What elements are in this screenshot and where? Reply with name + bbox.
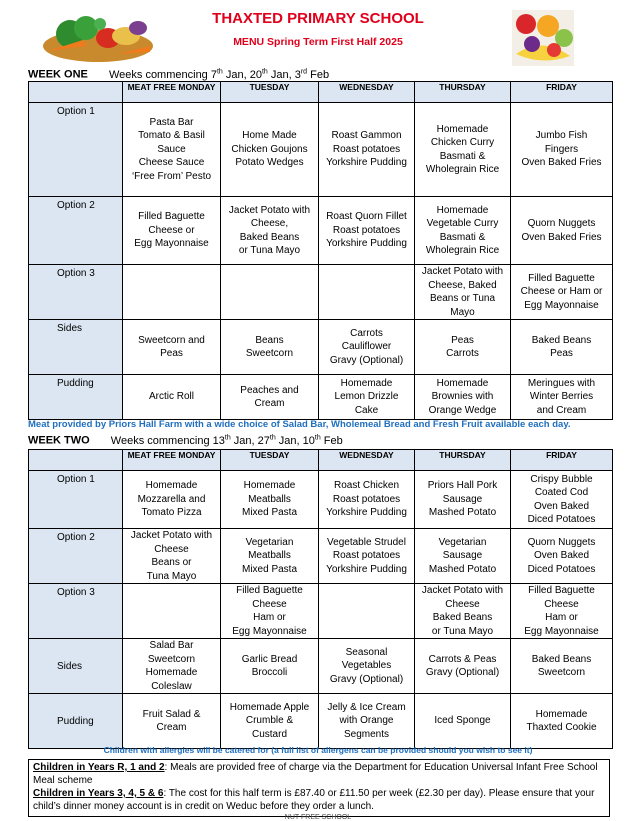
menu-line: Cheese or Ham or	[520, 286, 603, 298]
menu-line: Yorkshire Pudding	[326, 157, 407, 169]
menu-cell	[123, 694, 221, 749]
menu-line: Oven Baked	[533, 500, 590, 512]
table-row	[29, 320, 613, 375]
menu-line: Priors Hall Pork	[427, 480, 498, 492]
menu-line: Jacket Potato with	[228, 204, 311, 216]
menu-cell	[319, 584, 415, 639]
menu-line: Sweetcorn	[245, 348, 294, 359]
menu-cell	[511, 375, 613, 420]
menu-line: Sweetcorn	[147, 653, 196, 665]
menu-line: Salad Bar	[149, 640, 194, 651]
menu-cell	[415, 375, 511, 420]
menu-line: Potato Wedges	[235, 157, 304, 169]
table-row	[29, 103, 613, 197]
menu-line: Roast Quorn Fillet	[326, 211, 407, 223]
menu-line: Home Made	[242, 130, 297, 142]
menu-line: Tuna Mayo	[146, 570, 197, 582]
menu-line: Cheese or	[148, 224, 195, 236]
column-header: TUESDAY	[221, 450, 319, 471]
menu-cell	[123, 584, 221, 639]
table-row	[29, 197, 613, 265]
menu-cell	[415, 471, 511, 529]
column-header: THURSDAY	[415, 82, 511, 103]
menu-cell	[511, 639, 613, 694]
menu-line: Mozzarella and	[137, 493, 206, 505]
menu-line: Lemon Drizzle	[334, 391, 399, 403]
column-header: FRIDAY	[511, 82, 613, 103]
menu-line: Cream	[254, 398, 285, 409]
menu-line: Filled Baguette	[236, 585, 303, 596]
corner-cell	[29, 450, 123, 471]
menu-cell	[319, 103, 415, 197]
menu-cell	[415, 584, 511, 639]
table-row	[29, 694, 613, 749]
menu-cell	[221, 639, 319, 694]
column-header: FRIDAY	[511, 450, 613, 471]
nut-free-footer: NUT FREE SCHOOL	[284, 814, 352, 821]
menu-line: Homemade	[436, 377, 489, 389]
menu-line: Tomato Pizza	[141, 507, 202, 519]
menu-cell	[319, 639, 415, 694]
menu-cell	[123, 639, 221, 694]
menu-line: Jacket Potato with	[130, 530, 213, 541]
info-years-3-6	[33, 787, 605, 813]
menu-line: Carrots & Peas	[428, 653, 497, 665]
column-header: MEAT FREE MONDAY	[123, 82, 221, 103]
menu-cell	[221, 320, 319, 375]
menu-cell	[319, 529, 415, 584]
row-label: Option 1	[29, 103, 123, 197]
column-header: TUESDAY	[221, 82, 319, 103]
menu-line: Homemade	[145, 667, 198, 678]
school-title: THAXTED PRIMARY SCHOOL	[212, 10, 424, 27]
row-label: Pudding	[29, 694, 123, 749]
menu-line: Fingers	[544, 143, 579, 155]
menu-line: Cheese	[154, 543, 189, 555]
week-two-commencing: Weeks commencing 13th Jan, 27th Jan, 10th Feb	[110, 434, 343, 447]
menu-subtitle: MENU Spring Term First Half 2025	[233, 36, 403, 48]
table-header-row	[29, 450, 613, 471]
menu-line: Sweetcorn	[537, 667, 586, 678]
menu-line: Jacket Potato with	[421, 585, 504, 596]
menu-line: Jumbo Fish	[535, 130, 588, 142]
menu-cell	[415, 694, 511, 749]
menu-line: Diced Potatoes	[527, 514, 596, 525]
menu-cell	[123, 529, 221, 584]
week-one-commencing: Weeks commencing 7th Jan, 20th Jan, 3rd Feb	[108, 68, 330, 81]
menu-line: Chicken Goujons	[231, 143, 308, 155]
column-header: MEAT FREE MONDAY	[123, 450, 221, 471]
menu-line: Custard	[251, 728, 287, 740]
menu-line: Homemade	[535, 708, 588, 720]
week-one-label: WEEK ONE	[28, 68, 88, 81]
menu-cell	[221, 471, 319, 529]
menu-line: Cauliflower	[341, 341, 392, 353]
menu-line: Mayo	[450, 306, 475, 318]
menu-cell	[123, 265, 221, 320]
table-row	[29, 529, 613, 584]
table-row	[29, 265, 613, 320]
menu-line: Peas	[550, 348, 573, 359]
menu-line: Orange Wedge	[428, 404, 497, 416]
info-heading-junior: Children in Years 3, 4, 5 & 6	[33, 788, 164, 799]
menu-cell	[319, 694, 415, 749]
menu-line: Homemade	[145, 480, 198, 492]
week-one-table	[28, 81, 613, 420]
menu-cell	[221, 103, 319, 197]
menu-line: Vegetables	[341, 660, 392, 672]
menu-line: Coleslaw	[151, 680, 192, 692]
menu-cell	[511, 471, 613, 529]
menu-cell	[319, 265, 415, 320]
menu-line: Cream	[156, 722, 187, 733]
menu-line: Wholegrain Rice	[425, 245, 500, 256]
menu-line: Pasta Bar	[149, 116, 194, 128]
menu-line: Baked Beans	[531, 653, 592, 665]
menu-cell	[511, 265, 613, 320]
menu-cell	[415, 320, 511, 375]
menu-line: Chicken Curry	[430, 137, 495, 148]
menu-line: Mashed Potato	[428, 507, 497, 519]
week-two-heading	[28, 434, 343, 447]
menu-line: Egg Mayonnaise	[524, 299, 599, 311]
menu-line: Egg Mayonnaise	[524, 625, 599, 637]
menu-cell	[511, 103, 613, 197]
menu-line: Filled Baguette	[528, 585, 595, 596]
menu-line: Meatballs	[248, 550, 291, 562]
menu-line: Quorn Nuggets	[527, 218, 596, 229]
week-two-label: WEEK TWO	[28, 434, 90, 447]
menu-line: Filled Baguette	[528, 272, 595, 284]
menu-line: Vegetarian	[245, 536, 294, 548]
menu-line: Roast Gammon	[331, 130, 402, 142]
menu-line: Ham or	[545, 612, 578, 623]
menu-line: Sweetcorn and	[138, 334, 205, 346]
menu-line: Beans or	[151, 557, 192, 568]
menu-cell	[511, 694, 613, 749]
menu-line: Mashed Potato	[428, 563, 497, 575]
menu-line: Fruit Salad &	[142, 708, 201, 720]
menu-line: Homemade Apple	[229, 701, 310, 713]
table-row	[29, 471, 613, 529]
menu-cell	[511, 584, 613, 639]
info-years-r-1-2	[33, 761, 605, 787]
row-label: Option 3	[29, 265, 123, 320]
menu-line: Homemade	[436, 204, 489, 216]
menu-line: Crispy Bubble	[530, 473, 593, 485]
corner-cell	[29, 82, 123, 103]
menu-line: Beans or Tuna	[429, 293, 496, 304]
row-label: Option 2	[29, 529, 123, 584]
menu-line: Broccoli	[251, 667, 288, 678]
menu-line: Oven Baked Fries	[521, 157, 602, 169]
menu-line: Gravy (Optional)	[329, 354, 404, 366]
menu-cell	[123, 103, 221, 197]
menu-cell	[319, 320, 415, 375]
menu-line: Jelly & Ice Cream	[327, 701, 406, 713]
menu-cell	[221, 265, 319, 320]
menu-line: Sauce	[157, 143, 186, 155]
menu-line: Homemade	[340, 377, 393, 389]
menu-line: Peas	[160, 348, 183, 359]
menu-line: Roast potatoes	[332, 143, 401, 155]
menu-cell	[123, 197, 221, 265]
menu-line: Iced Sponge	[434, 715, 491, 727]
menu-line: Garlic Bread	[241, 653, 298, 665]
week-two-table	[28, 449, 613, 749]
info-text-infant: : Meals are provided free of charge via the Department for Education Universal Infant Free School Meal scheme	[33, 762, 598, 786]
menu-line: Wholegrain Rice	[425, 164, 500, 175]
info-text-junior: : The cost for this half term is £87.40 or £11.50 per week (£2.30 per day). Please ensure that your child’s dinner money account is in credit on Weduc before they order a lunch.	[33, 788, 595, 812]
row-label: Pudding	[29, 375, 123, 420]
menu-line: Yorkshire Pudding	[326, 563, 407, 575]
menu-line: with Orange	[339, 715, 394, 727]
menu-line: or Tuna Mayo	[238, 245, 301, 256]
menu-line: Segments	[343, 728, 390, 740]
menu-line: Cake	[354, 404, 379, 416]
menu-line: Baked Beans	[531, 334, 592, 346]
menu-line: Roast Chicken	[333, 480, 400, 492]
menu-line: Mixed Pasta	[241, 507, 298, 519]
menu-line: Oven Baked Fries	[521, 231, 602, 243]
menu-line: Filled Baguette	[138, 211, 205, 223]
allergy-note: Children with allergies will be catered for (a full list of allergens can be provided should you wish to see it)	[103, 745, 533, 755]
header	[0, 0, 636, 66]
menu-line: Yorkshire Pudding	[326, 238, 407, 250]
menu-line: Sausage	[442, 493, 483, 505]
menu-cell	[123, 320, 221, 375]
menu-line: Carrots	[446, 348, 479, 359]
menu-line: Cheese	[252, 598, 287, 610]
menu-cell	[221, 584, 319, 639]
menu-cell	[319, 197, 415, 265]
menu-line: Cheese	[445, 598, 480, 610]
menu-line: Roast potatoes	[332, 550, 401, 562]
menu-cell	[123, 471, 221, 529]
menu-line: Baked Beans	[432, 612, 493, 623]
fruit-image	[512, 10, 574, 66]
table-row	[29, 375, 613, 420]
menu-line: Cheese,	[250, 218, 289, 229]
menu-line: Roast potatoes	[332, 493, 401, 505]
menu-line: Vegetable Strudel	[327, 536, 406, 548]
menu-line: Roast potatoes	[332, 224, 401, 236]
menu-cell	[511, 320, 613, 375]
row-label: Option 2	[29, 197, 123, 265]
menu-line: Jacket Potato with	[421, 266, 504, 277]
row-label: Sides	[29, 639, 123, 694]
menu-line: Yorkshire Pudding	[326, 507, 407, 519]
menu-cell	[319, 375, 415, 420]
menu-cell	[221, 375, 319, 420]
menu-line: Tomato & Basil	[138, 130, 205, 142]
menu-cell	[415, 529, 511, 584]
menu-line: Egg Mayonnaise	[134, 238, 209, 250]
menu-line: Seasonal	[345, 646, 388, 658]
menu-line: Beans	[255, 334, 284, 346]
menu-cell	[319, 471, 415, 529]
info-heading-infant: Children in Years R, 1 and 2	[33, 762, 165, 773]
menu-line: Diced Potatoes	[527, 563, 596, 575]
menu-line: Crumble &	[245, 715, 294, 727]
menu-cell	[415, 197, 511, 265]
menu-cell	[511, 529, 613, 584]
menu-line: Winter Berries	[529, 391, 594, 403]
menu-line: Homemade	[436, 123, 489, 135]
menu-line: Homemade	[243, 480, 296, 492]
menu-line: Carrots	[350, 327, 383, 339]
menu-line: Oven Baked	[533, 550, 590, 562]
menu-cell	[415, 265, 511, 320]
menu-line: Vegetable Curry	[426, 218, 499, 229]
cost-info-box	[28, 759, 610, 817]
menu-cell	[415, 639, 511, 694]
table-row	[29, 584, 613, 639]
menu-line: Cheese, Baked	[428, 279, 497, 291]
menu-line: or Tuna Mayo	[431, 625, 494, 637]
menu-line: Brownies with	[431, 391, 494, 403]
row-label: Option 1	[29, 471, 123, 529]
table-row	[29, 639, 613, 694]
menu-line: Cheese Sauce	[138, 157, 205, 169]
column-header: THURSDAY	[415, 450, 511, 471]
menu-line: Meringues with	[527, 377, 596, 389]
row-label: Option 3	[29, 584, 123, 639]
row-label: Sides	[29, 320, 123, 375]
menu-line: Peas	[451, 334, 474, 346]
menu-line: Basmati &	[439, 231, 486, 243]
menu-line: Coated Cod	[534, 487, 589, 498]
menu-line: and Cream	[536, 404, 587, 416]
menu-cell	[123, 375, 221, 420]
menu-line: Quorn Nuggets	[527, 536, 596, 548]
menu-line: Thaxted Cookie	[526, 722, 597, 733]
menu-line: Peaches and	[240, 384, 299, 396]
menu-line: Sausage	[442, 550, 483, 562]
menu-line: Meatballs	[248, 493, 291, 505]
table-header-row	[29, 82, 613, 103]
menu-cell	[221, 197, 319, 265]
menu-line: Egg Mayonnaise	[232, 625, 307, 637]
menu-cell	[221, 694, 319, 749]
menu-line: Gravy (Optional)	[329, 673, 404, 685]
menu-line: Basmati &	[439, 150, 486, 162]
column-header: WEDNESDAY	[319, 450, 415, 471]
menu-cell	[221, 529, 319, 584]
column-header: WEDNESDAY	[319, 82, 415, 103]
menu-line: Ham or	[253, 612, 286, 623]
meat-provider-note: Meat provided by Priors Hall Farm with a wide choice of Salad Bar, Wholemeal Bread and Fresh Fruit available each day.	[28, 419, 571, 430]
menu-line: Vegetarian	[438, 536, 487, 548]
menu-line: Cheese	[544, 598, 579, 610]
menu-line: Baked Beans	[239, 231, 300, 243]
menu-line: ‘Free From’ Pesto	[131, 170, 212, 182]
week-one-heading	[28, 68, 329, 81]
menu-line: Gravy (Optional)	[425, 667, 500, 678]
menu-line: Arctic Roll	[148, 391, 194, 403]
menu-cell	[511, 197, 613, 265]
menu-line: Mixed Pasta	[241, 563, 298, 575]
menu-cell	[415, 103, 511, 197]
